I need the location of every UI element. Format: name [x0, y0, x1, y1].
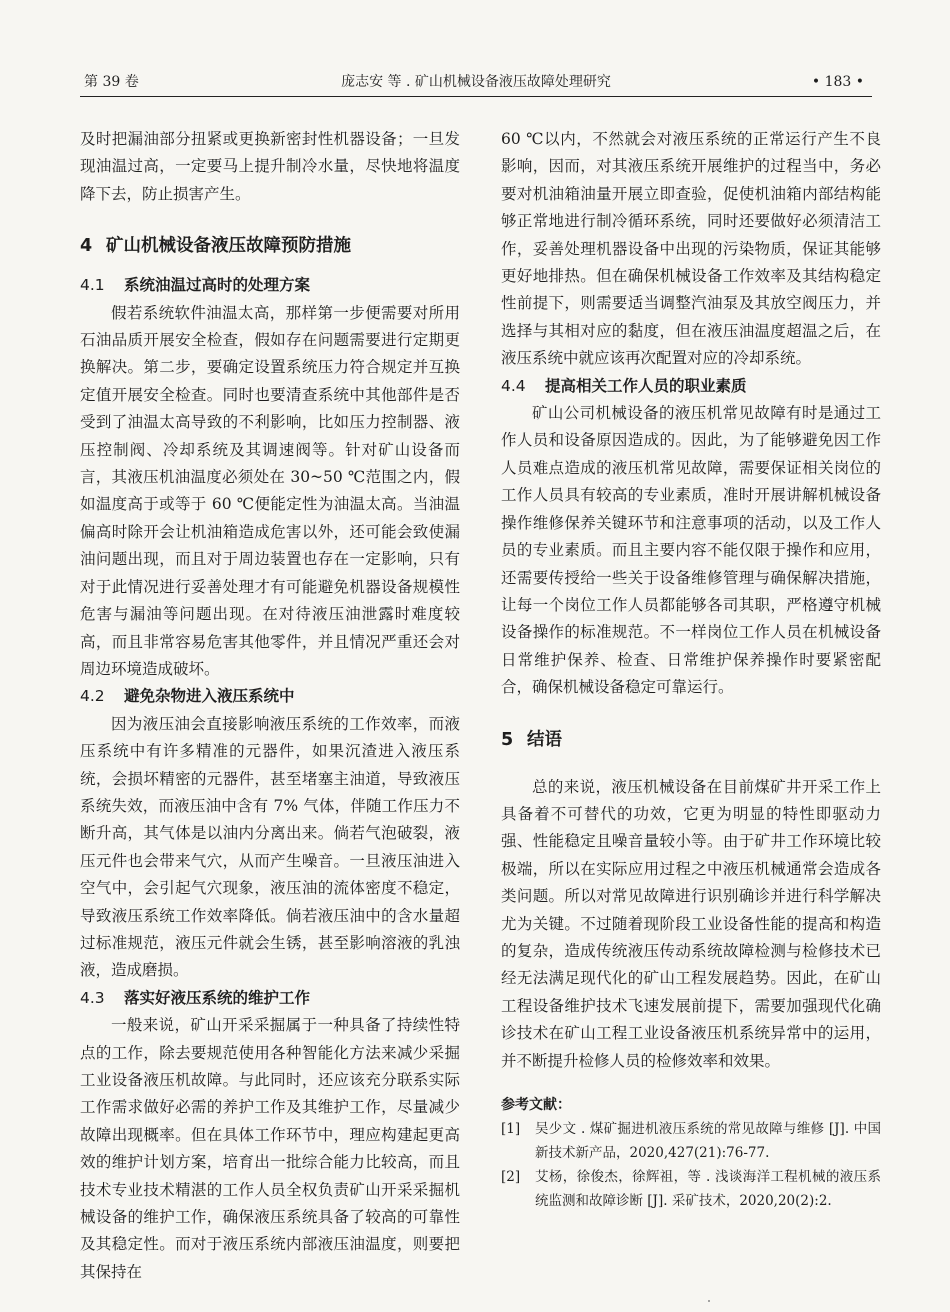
subsection-4-3-heading — [80, 985, 460, 1012]
subsection-4-4-heading — [501, 373, 881, 400]
references-heading: 参考文献： — [501, 1097, 571, 1113]
paragraph-continued: 及时把漏油部分扭紧或更换新密封性机器设备；一旦发现油温过高，一定要马上提升制冷水量，尽快地将温度降下去，防止损害产生。 — [80, 130, 460, 203]
subsection-number: 4.2 — [80, 687, 105, 706]
subsection-number: 4.3 — [80, 988, 105, 1007]
running-header — [80, 70, 872, 97]
right-column — [501, 126, 881, 1213]
reference-text: 吴少文 . 煤矿掘进机液压系统的常见故障与维修 [J]. 中国新技术新产品，2020,427(21):76-77. — [535, 1121, 881, 1161]
reference-number: [1] — [501, 1121, 521, 1137]
reference-item — [501, 1165, 881, 1213]
section-title: 结语 — [527, 729, 562, 750]
subsection-4-1-heading — [80, 272, 460, 299]
scan-speck — [708, 1300, 710, 1302]
paragraph-conclusion: 总的来说，液压机械设备在目前煤矿井开采工作上具备着不可替代的功效，它更为明显的特性即驱动力强、性能稳定且噪音量较小等。由于矿井工作环境比较极端，所以在实际应用过程之中液压机械通常会造成各类问题。所以对常见故障进行识别确诊并进行科学解决尤为关键。不过随着现阶段工业设备性能的提高和构造的复杂，造成传统液压传动系统故障检测与检修技术已经无法满足现代化的矿山工程发展趋势。因此，在矿山工程设备维护技术飞速发展前提下，需要加强现代化确诊技术在矿山工程工业设备液压机系统异常中的运用，并不断提升检修人员的检修效率和效果。 — [501, 777, 881, 1070]
subsection-number: 4.4 — [501, 376, 526, 395]
subsection-title: 提高相关工作人员的职业素质 — [545, 376, 747, 395]
reference-item — [501, 1117, 881, 1165]
reference-number: [2] — [501, 1169, 521, 1185]
paragraph-4-2: 因为液压油会直接影响液压系统的工作效率，而液压系统中有许多精准的元器件，如果沉渣进入液压系统，会损坏精密的元器件，甚至堵塞主油道，导致液压系统失效，而液压油中含有 7% 气体，伴随工作压力不断升高，其气体是以油内分离出来。倘若气泡破裂，液压元件也会带来气穴，从而产生噪音。一旦液压油进入空气中，会引起气穴现象，液压油的流体密度不稳定，导致液压系统工作效率降低。倘若液压油中的含水量超过标准规范，液压元件就会生锈，甚至影响溶液的乳浊液，造成磨损。 — [80, 714, 460, 980]
subsection-title: 避免杂物进入液压系统中 — [124, 687, 295, 706]
paragraph-4-4: 矿山公司机械设备的液压机常见故障有时是通过工作人员和设备原因造成的。因此，为了能够避免因工作人员难点造成的液压机常见故障，需要保证相关岗位的工作人员具有较高的专业素质，准时开展讲解机械设备操作维修保养关键环节和注意事项的活动，以及工作人员的专业素质。而且主要内容不能仅限于操作和应用，还需要传授给一些关于设备维修管理与确保解决措施，让每一个岗位工作人员都能够各司其职，严格遵守机械设备操作的标准规范。不一样岗位工作人员在机械设备日常维护保养、检查、日常维护保养操作时要紧密配合，确保机械设备稳定可靠运行。 — [501, 404, 881, 697]
section-title: 矿山机械设备液压故障预防措施 — [106, 236, 351, 257]
paragraph-4-3-continued: 60 ℃以内，不然就会对液压系统的正常运行产生不良影响，因而，对其液压系统开展维护的过程当中，务必要对机油箱油量开展立即查验，促使机油箱内部结构能够正常地进行制冷循环系统，同时还要做好必须清洁工作，妥善处理机器设备中出现的污染物质，保证其能够更好地排热。但在确保机械设备工作效率及其结构稳定性前提下，则需要适当调整汽油泵及其放空阀压力，并选择与其相对应的黏度，但在液压油温度超温之后，在液压系统中就应该再次配置对应的冷却系统。 — [501, 130, 881, 368]
subsection-number: 4.1 — [80, 276, 105, 295]
section-number: 5 — [501, 729, 514, 750]
subsection-title: 落实好液压系统的维护工作 — [124, 988, 311, 1007]
section-5-heading — [501, 726, 881, 754]
volume-label: 第 39 卷 — [84, 74, 139, 90]
subsection-title: 系统油温过高时的处理方案 — [124, 276, 311, 295]
page-number: • 183 • — [811, 74, 864, 90]
subsection-4-2-heading — [80, 683, 460, 710]
section-4-heading — [80, 232, 460, 260]
reference-text: 艾杨，徐俊杰，徐辉祖，等 . 浅谈海洋工程机械的液压系统监测和故障诊断 [J]. 采矿技术，2020,20(2):2. — [535, 1169, 881, 1209]
running-title: 庞志安 等 . 矿山机械设备液压故障处理研究 — [341, 74, 611, 90]
section-number: 4 — [80, 236, 93, 257]
left-column — [80, 126, 460, 1286]
paragraph-4-1: 假若系统软件油温太高，那样第一步便需要对所用石油品质开展安全检查，假如存在问题需要进行定期更换解决。第二步，要确定设置系统压力符合规定并互换定值开展安全检查。同时也要清查系统中其他部件是否受到了油温太高导致的不利影响，比如压力控制器、液压控制阀、冷却系统及其调速阀等。针对矿山设备而言，其液压机油温度必须处在 30~50 ℃范围之内，假如温度高于或等于 60 ℃便能定性为油温太高。当油温偏高时除开会让机油箱造成危害以外，还可能会致使漏油问题出现，而且对于周边装置也存在一定影响，只有对于此情况进行妥善处理才有可能避免机器设备规模性危害与漏油等问题出现。在对待液压油泄露时难度较高，而且非常容易危害其他零件，并且情况严重还会对周边环境造成破坏。 — [80, 303, 460, 678]
paragraph-4-3: 一般来说，矿山开采采掘属于一种具备了持续性特点的工作，除去要规范使用各种智能化方法来减少采掘工业设备液压机故障。与此同时，还应该充分联系实际工作需求做好必需的养护工作及其维护工作，尽量减少故障出现概率。但在具体工作环节中，理应构建起更高效的维护计划方案，培育出一批综合能力比较高，而且技术专业技术精湛的工作人员全权负责矿山开采采掘机械设备的维护工作，确保液压系统具备了较高的可靠性及其稳定性。而对于液压系统内部液压油温度，则要把其保持在 — [80, 1016, 460, 1281]
